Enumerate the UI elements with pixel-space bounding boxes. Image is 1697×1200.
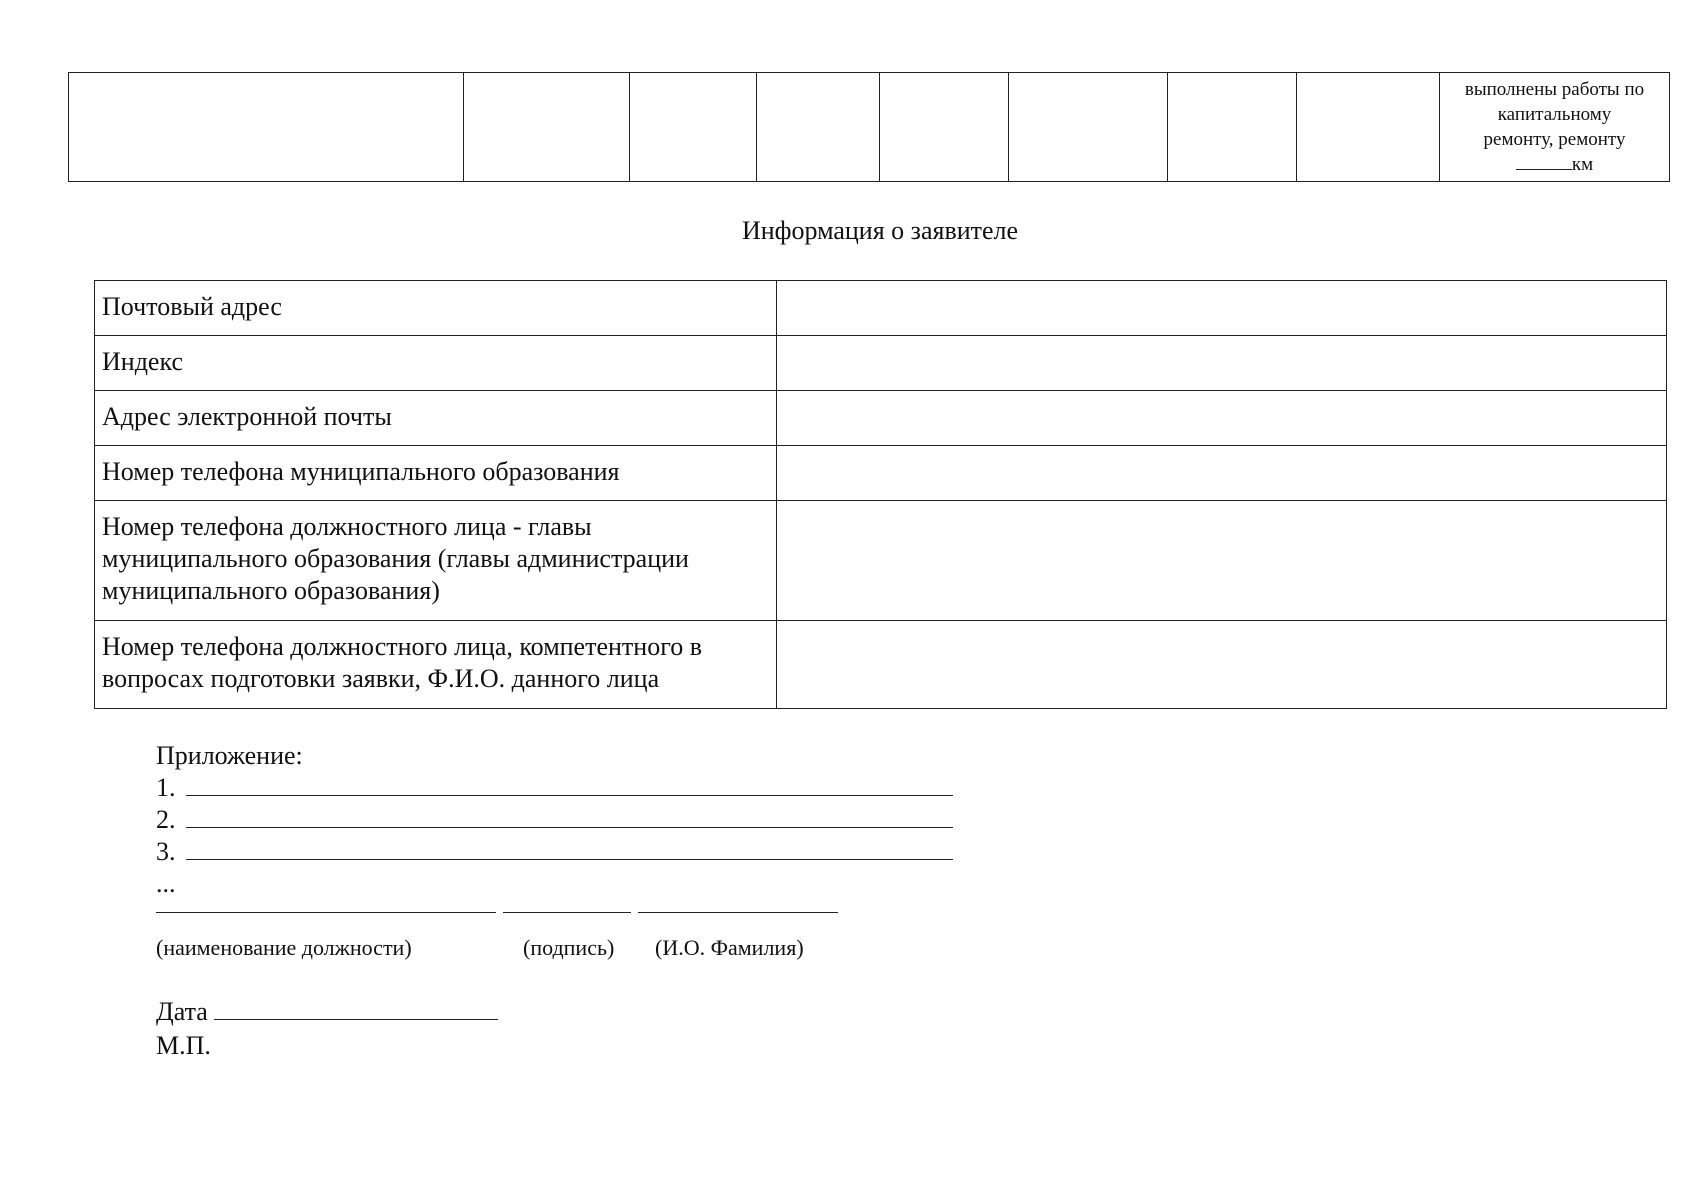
top-table-cell <box>880 73 1009 182</box>
attachment-number: 1. <box>156 773 176 802</box>
top-table-note-cell <box>1440 73 1670 182</box>
attachments-ellipsis: ... <box>156 869 176 898</box>
table-row <box>95 446 1667 501</box>
signature-caption: (подпись) <box>523 935 615 960</box>
top-table-cell <box>1009 73 1168 182</box>
km-unit: км <box>1571 154 1594 175</box>
stamp-label: М.П. <box>156 1031 211 1060</box>
top-table-cell <box>1168 73 1297 182</box>
table-row <box>95 336 1667 391</box>
responsible-official-phone-label: Номер телефона должностного лица, компетентного в вопросах подготовки заявки, Ф.И.О. данного лица <box>95 621 777 709</box>
date-label: Дата <box>156 997 208 1026</box>
name-signature-line[interactable] <box>638 912 838 913</box>
name-caption: (И.О. Фамилия) <box>655 935 804 960</box>
attachment-number: 2. <box>156 805 176 834</box>
attachment-fill-line[interactable] <box>186 804 953 828</box>
responsible-official-phone-value[interactable] <box>777 621 1667 709</box>
index-value[interactable] <box>777 336 1667 391</box>
applicant-info-table <box>94 280 1667 709</box>
position-caption: (наименование должности) <box>156 935 412 960</box>
km-blank-line[interactable] <box>1516 153 1572 170</box>
top-note-line: ремонту, ремонту <box>1483 129 1626 150</box>
email-label: Адрес электронной почты <box>95 391 777 446</box>
top-table-cell <box>464 73 630 182</box>
attachment-fill-line[interactable] <box>186 772 953 796</box>
municipality-phone-label: Номер телефона муниципального образования <box>95 446 777 501</box>
attachments-heading: Приложение: <box>156 741 303 770</box>
attachment-item <box>156 836 953 868</box>
top-table-cell <box>757 73 880 182</box>
table-row <box>95 391 1667 446</box>
top-note-line: выполнены работы по <box>1464 79 1645 100</box>
top-table <box>68 72 1670 182</box>
postal-address-label: Почтовый адрес <box>95 281 777 336</box>
date-fill-line[interactable] <box>214 996 498 1020</box>
attachment-fill-line[interactable] <box>186 836 953 860</box>
top-note-km-line <box>1440 152 1669 177</box>
signature-line[interactable] <box>503 912 631 913</box>
top-table-cell <box>1297 73 1440 182</box>
section-title: Информация о заявителе <box>741 216 1019 245</box>
table-row <box>95 621 1667 709</box>
top-table-cell <box>69 73 464 182</box>
date-row <box>156 996 498 1028</box>
signature-lines <box>0 912 1697 914</box>
attachment-item <box>156 772 953 804</box>
top-table-cell <box>630 73 757 182</box>
head-official-phone-label: Номер телефона должностного лица - главы муниципального образования (главы администрации муниципального образования) <box>95 501 777 621</box>
attachment-number: 3. <box>156 837 176 866</box>
head-official-phone-value[interactable] <box>777 501 1667 621</box>
municipality-phone-value[interactable] <box>777 446 1667 501</box>
index-label: Индекс <box>95 336 777 391</box>
email-value[interactable] <box>777 391 1667 446</box>
top-note-line: капитальному <box>1497 104 1612 125</box>
postal-address-value[interactable] <box>777 281 1667 336</box>
attachment-item <box>156 804 953 836</box>
position-signature-line[interactable] <box>156 912 496 913</box>
table-row <box>95 281 1667 336</box>
table-row <box>95 501 1667 621</box>
attachments-block <box>156 740 953 900</box>
